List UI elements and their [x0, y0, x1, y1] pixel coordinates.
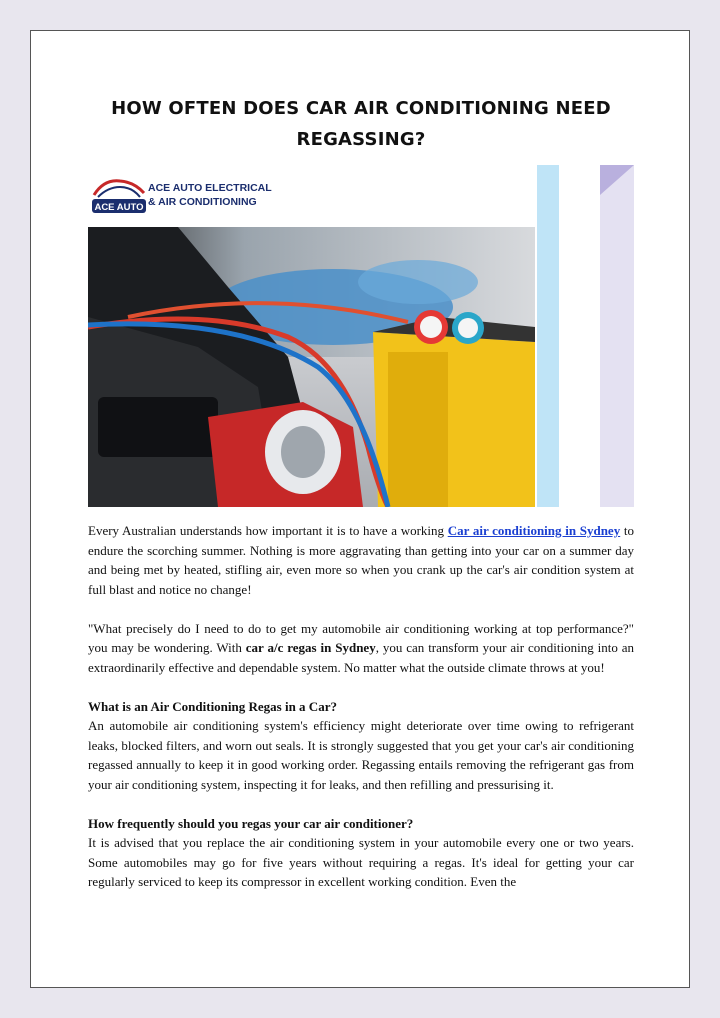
ac-regas-photo — [88, 227, 535, 507]
p2-text-b: , you can transform your air conditioning into an extraordinarily effective and dependable system. No matter what the outside climate throws at you! — [88, 640, 634, 675]
logo-line-1: ACE AUTO ELECTRICAL — [148, 182, 272, 194]
section-2-text: It is advised that you replace the air conditioning system in your automobile every one or two years. Some automobiles may go for five years without requiring a regas. It's ideal for getting your car regularly serviced to keep its compressor in excellent working condition. Even the — [88, 835, 634, 889]
p2-text-a: "What precisely do I need to do to get my automobile air conditioning working at top performance?" you may be wondering. With — [88, 620, 634, 655]
section-2-heading: How frequently should you regas your car air conditioner? — [88, 815, 414, 831]
paragraph-1 — [88, 521, 634, 599]
section-1-text: An automobile air conditioning system's efficiency might deteriorate over time owing to refrigerant leaks, blocked filters, and worn out seals. It is strongly suggested that you get your car's air conditioning regassed annually to keep it in good working order. Regassing entails removing the refrigerant gas from your air conditioning system, inspecting it for leaks, and then refilling and pressurising it. — [88, 718, 634, 792]
logo-badge-text: ACE AUTO — [94, 202, 144, 213]
company-logo — [88, 165, 288, 225]
section-1-heading: What is an Air Conditioning Regas in a Car? — [88, 698, 337, 714]
page-title: HOW OFTEN DOES CAR AIR CONDITIONING NEED REGASSING? — [111, 98, 611, 150]
car-logo-icon — [90, 173, 148, 221]
p1-text-b: to endure the scorching summer. Nothing is more aggravating than getting into your car on a summer day and being met by heated, stifling air, even more so when you crank up the car's air condition system at full blast and notice no change! — [88, 523, 635, 597]
document-page — [30, 30, 690, 988]
p2-bold-text: car a/c regas in Sydney — [245, 640, 376, 655]
hero-image — [88, 165, 634, 507]
photo-illustration — [88, 227, 535, 507]
p1-text-a: Every Australian understands how important it is to have a working — [88, 523, 448, 538]
car-air-conditioning-link[interactable]: Car air conditioning in Sydney — [447, 523, 621, 538]
logo-line-2: & AIR CONDITIONING — [148, 196, 257, 208]
article-body — [88, 521, 634, 911]
paragraph-2 — [88, 619, 634, 678]
logo-text — [148, 181, 272, 209]
